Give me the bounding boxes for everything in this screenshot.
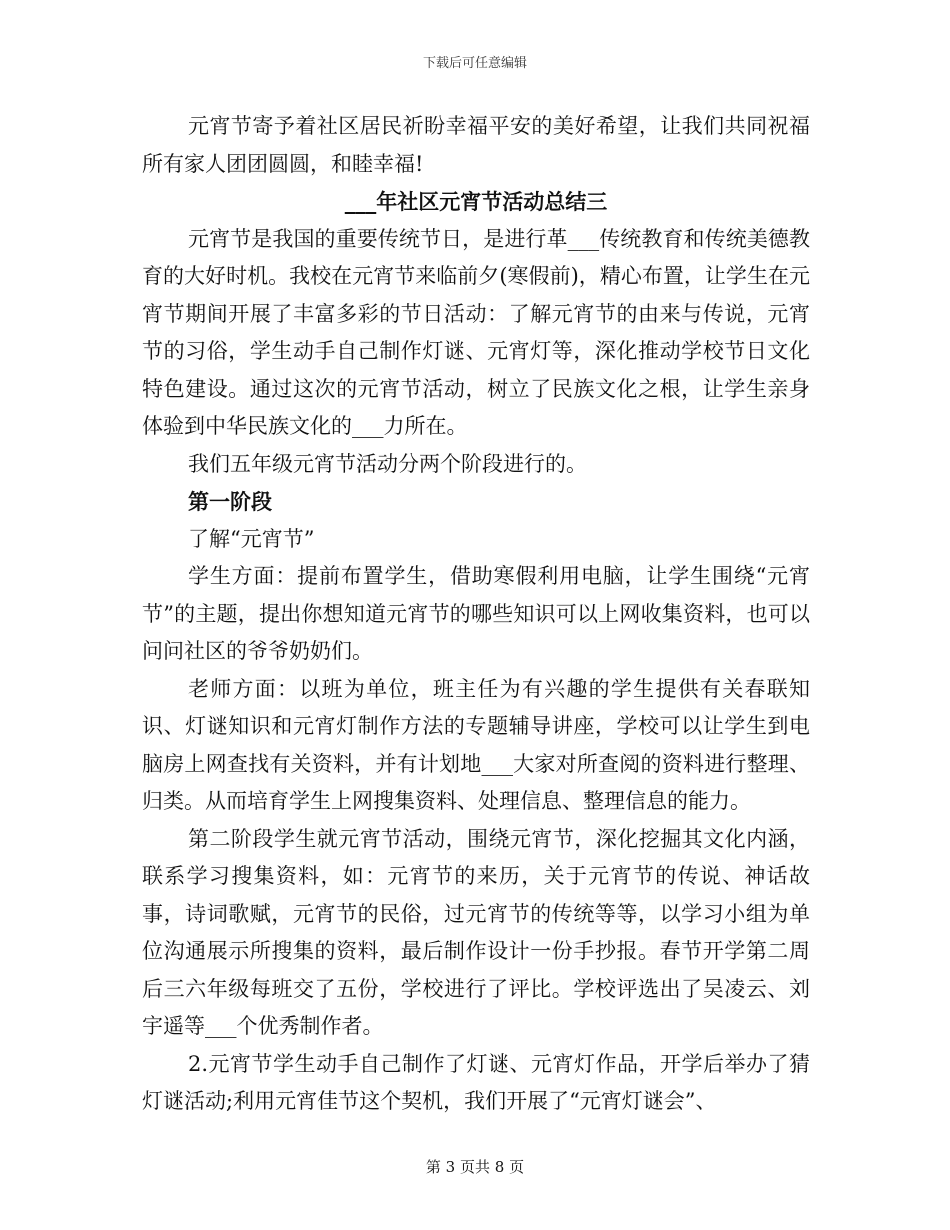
closing-paragraph: 元宵节寄予着社区居民祈盼幸福平安的美好希望，让我们共同祝福所有家人团团圆圆，和睦幸福!: [142, 114, 810, 176]
document-body: [142, 108, 810, 1121]
page-footer: 第 3 页共 8 页: [425, 1158, 525, 1176]
stages-paragraph: 我们五年级元宵节活动分两个阶段进行的。: [188, 451, 587, 476]
stage-one-subheading: 了解“元宵节”: [188, 526, 315, 551]
item-two-paragraph: 2.元宵节学生动手自己制作了灯谜、元宵灯作品，开学后举办了猜灯谜活动;利用元宵佳节这个契机，我们开展了“元宵灯谜会”、: [142, 1051, 810, 1113]
stage-one-heading: 第一阶段: [188, 489, 272, 514]
page-header: 下载后可任意编辑: [422, 56, 527, 71]
stage-two-paragraph: 第二阶段学生就元宵节活动，围绕元宵节，深化挖掘其文化内涵，联系学习搜集资料，如：元宵节的来历，关于元宵节的传说、神话故事，诗词歌赋，元宵节的民俗，过元宵节的传统等等，以学习小组为单位沟通展示所搜集的资料，最后制作设计一份手抄报。春节开学第二周后三六年级每班交了五份，学校进行了评比。学校评选出了吴凌云、刘宇遥等___个优秀制作者。: [142, 826, 810, 1038]
intro-paragraph: 元宵节是我国的重要传统节日，是进行革___传统教育和传统美德教育的大好时机。我校在元宵节来临前夕(寒假前)，精心布置，让学生在元宵节期间开展了丰富多彩的节日活动：了解元宵节的由来与传说，元宵节的习俗，学生动手自己制作灯谜、元宵灯等，深化推动学校节日文化特色建设。通过这次的元宵节活动，树立了民族文化之根，让学生亲身体验到中华民族文化的___力所在。: [142, 226, 810, 438]
students-paragraph: 学生方面：提前布置学生，借助寒假利用电脑，让学生围绕“元宵节”的主题，提出你想知道元宵节的哪些知识可以上网收集资料，也可以问问社区的爷爷奶奶们。: [142, 564, 810, 663]
section-title: ___年社区元宵节活动总结三: [344, 189, 608, 214]
teachers-paragraph: 老师方面：以班为单位，班主任为有兴趣的学生提供有关春联知识、灯谜知识和元宵灯制作方法的专题辅导讲座，学校可以让学生到电脑房上网查找有关资料，并有计划地___大家对所查阅的资料进行整理、归类。从而培育学生上网搜集资料、处理信息、整理信息的能力。: [142, 676, 810, 813]
